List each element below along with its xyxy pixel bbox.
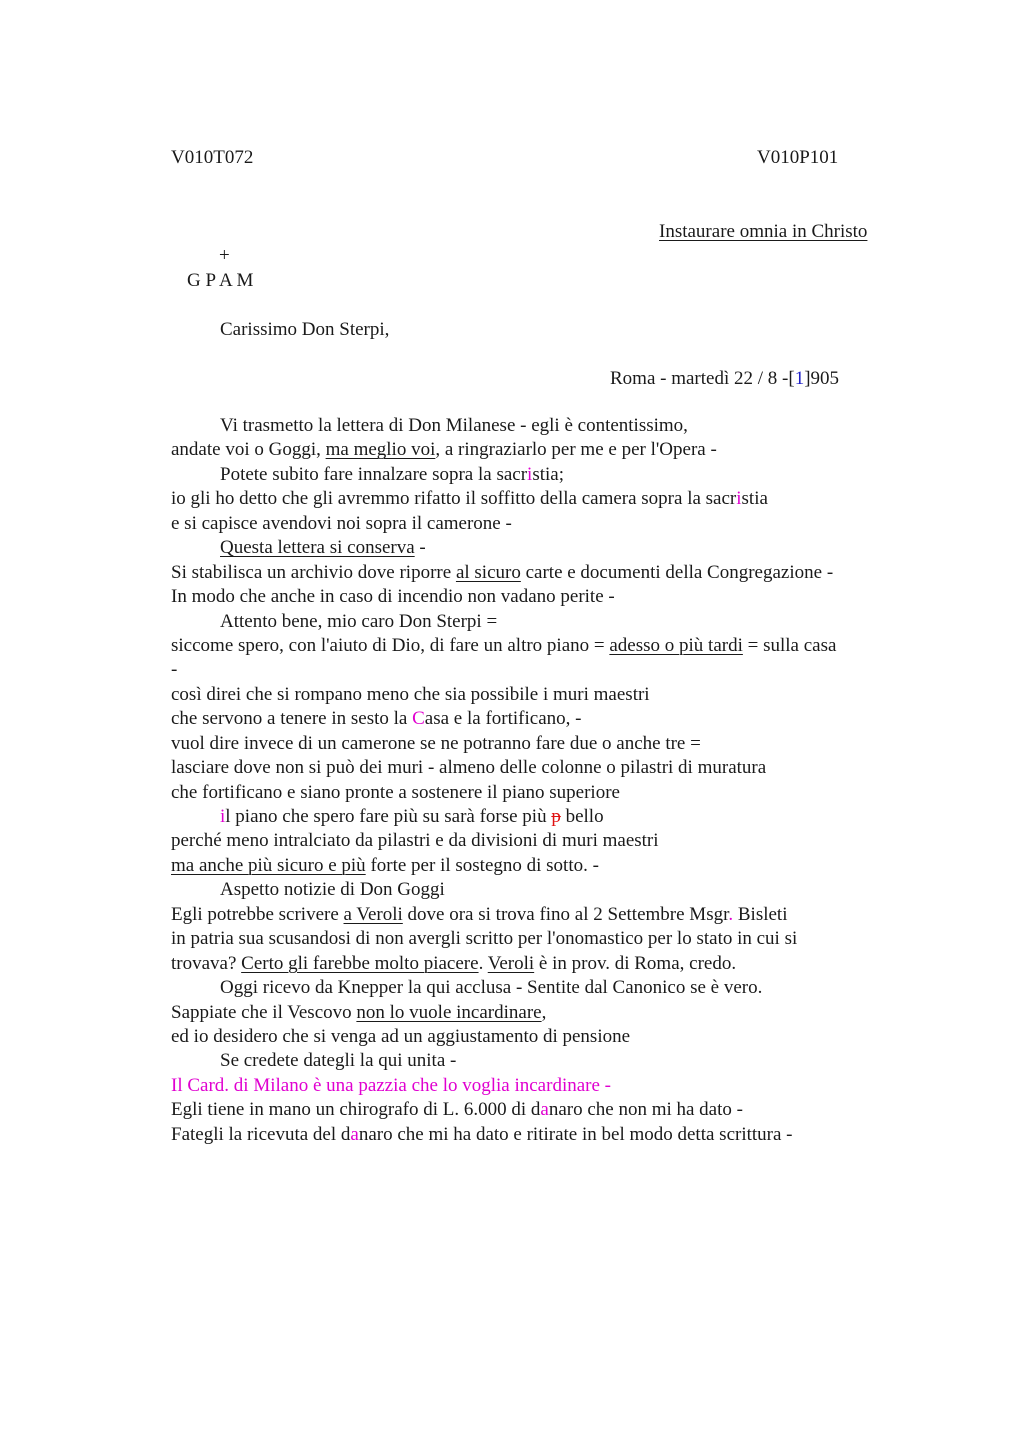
underlined-text: al sicuro [455,561,521,583]
line-text: carte e documenti della Congregazione - [520,561,834,583]
letter-line [171,952,911,976]
line-text: in patria sua scusandosi di non avergli scritto per l'onomastico per lo stato in cui si [171,928,798,950]
line-text: Sappiate che il Vescovo [171,1001,357,1023]
line-text: Egli tiene in mano un chirografo di L. 6.000 di d [171,1099,541,1121]
letter-line [171,438,911,462]
line-text: Potete subito fare innalzare sopra la sacr [220,463,528,485]
letter-line [171,732,911,756]
line-text: stia; [532,463,564,485]
line-text: Vi trasmetto la lettera di Don Milanese - egli è contentissimo, [220,415,688,436]
line-text: io gli ho detto che gli avremmo rifatto il soffitto della camera sopra la sacr [171,488,737,510]
line-text: ed io desidero che si venga ad un aggiustamento di pensione [171,1025,631,1047]
line-text: , [541,1001,547,1023]
letter-line [171,805,911,829]
letter-line [171,1074,911,1098]
line-text: Bisleti [733,903,788,925]
line-text: è in prov. di Roma, credo. [534,952,737,974]
line-text: l piano che spero fare più su sarà forse più [225,806,552,827]
letter-line [171,585,911,609]
line-text: forte per il sostegno di sotto. - [365,854,599,876]
line-text: andate voi o Goggi, [171,439,326,461]
line-text: , a ringraziarlo per me e per l'Opera - [435,439,717,461]
letter-line [171,1025,911,1049]
letter-line [171,634,911,658]
inserted-text: C [412,708,425,730]
inserted-text: a [540,1099,549,1121]
letter-line [171,976,911,1000]
line-text: dove ora si trova fino al 2 Settembre Msgr [402,903,729,925]
letter-line [171,658,911,682]
dateline-before: Roma - martedì 22 / 8 -[ [610,368,795,389]
line-text: vuol dire invece di un camerone se ne potranno fare due o anche tre = [171,732,701,754]
dateline [610,367,839,391]
letter-line [171,707,911,731]
inserted-text: i [736,488,742,510]
line-text: Si stabilisca un archivio dove riporre [171,561,456,583]
letter-line [171,1001,911,1025]
underlined-text: adesso o più tardi [609,634,743,656]
inserted-text: i [527,463,533,485]
line-text: stia [741,488,768,510]
underlined-text: ma meglio voi [325,439,436,461]
letter-line [171,756,911,780]
underlined-text: Certo gli farebbe molto piacere [241,952,479,974]
dateline-after: ]905 [804,368,840,389]
letter-line [171,878,911,902]
inserted-text: i [220,806,226,827]
letter-line [171,512,911,536]
letter-line [171,683,911,707]
underlined-text: ma anche più sicuro e più [171,854,366,876]
line-text: asa e la fortificano, - [424,708,582,730]
letter-line [171,414,911,438]
line-text: Oggi ricevo da Knepper la qui acclusa - Sentite dal Canonico se è vero. [220,977,763,999]
letter-line [171,536,911,560]
deleted-text: p [551,806,561,827]
line-text: e si capisce avendovi noi sopra il camerone - [171,512,512,534]
dateline-inserted-digit: 1 [794,368,805,389]
line-text: - [171,659,178,681]
monogram: G P A M [187,270,254,291]
letter-line [171,927,911,951]
line-text: così direi che si rompano meno che sia possibile i muri maestri [171,683,650,705]
letter-line [171,561,911,585]
letter-line [171,829,911,853]
line-text: Se credete dategli la qui unita - [220,1050,457,1072]
line-text: Egli potrebbe scrivere [171,903,344,925]
letter-line [171,1049,911,1073]
line-text: = sulla casa [742,634,837,656]
letter-line [171,903,911,927]
line-text: naro che non mi ha dato - [548,1099,743,1121]
line-text: perché meno intralciato da pilastri e da divisioni di muri maestri [171,830,659,852]
line-text: lasciare dove non si può dei muri - almeno delle colonne o pilastri di muratura [171,757,767,779]
letter-line [171,854,911,878]
line-text: che servono a tenere in sesto la [171,708,413,730]
salutation: Carissimo Don Sterpi, [220,319,390,340]
letter-line [171,1123,911,1147]
letter-body [171,414,911,1147]
line-text: bello [560,806,604,827]
line-text: siccome spero, con l'aiuto di Dio, di fare un altro piano = [171,634,610,656]
line-text: che fortificano e siano pronte a sostenere il piano superiore [171,781,620,803]
inserted-text: . [728,903,734,925]
letter-line [171,1098,911,1122]
underlined-text: Veroli [487,952,535,974]
letter-line [171,463,911,487]
line-text: trovava? [171,952,242,974]
document-code-right: V010P101 [757,147,839,168]
motto: Instaurare omnia in Christo [659,221,868,242]
letter-line [171,610,911,634]
line-text: Attento bene, mio caro Don Sterpi = [220,610,498,632]
line-text: . [478,952,488,974]
inserted-text: Il Card. di Milano è una pazzia che lo voglia incardinare - [171,1074,611,1096]
underlined-text: non lo vuole incardinare [356,1001,542,1023]
document-code-left: V010T072 [171,147,254,168]
line-text: naro che mi ha dato e ritirate in bel modo detta scrittura - [358,1123,793,1145]
underlined-text: a Veroli [343,903,403,925]
letter-line [171,781,911,805]
underlined-text: Questa lettera si conserva [220,537,415,559]
inserted-text: a [350,1123,359,1145]
line-text: Aspetto notizie di Don Goggi [220,879,445,901]
line-text: - [414,537,426,559]
cross-symbol: + [219,245,230,266]
line-text: In modo che anche in caso di incendio non vadano perite - [171,586,615,608]
letter-line [171,487,911,511]
line-text: Fategli la ricevuta del d [171,1123,351,1145]
